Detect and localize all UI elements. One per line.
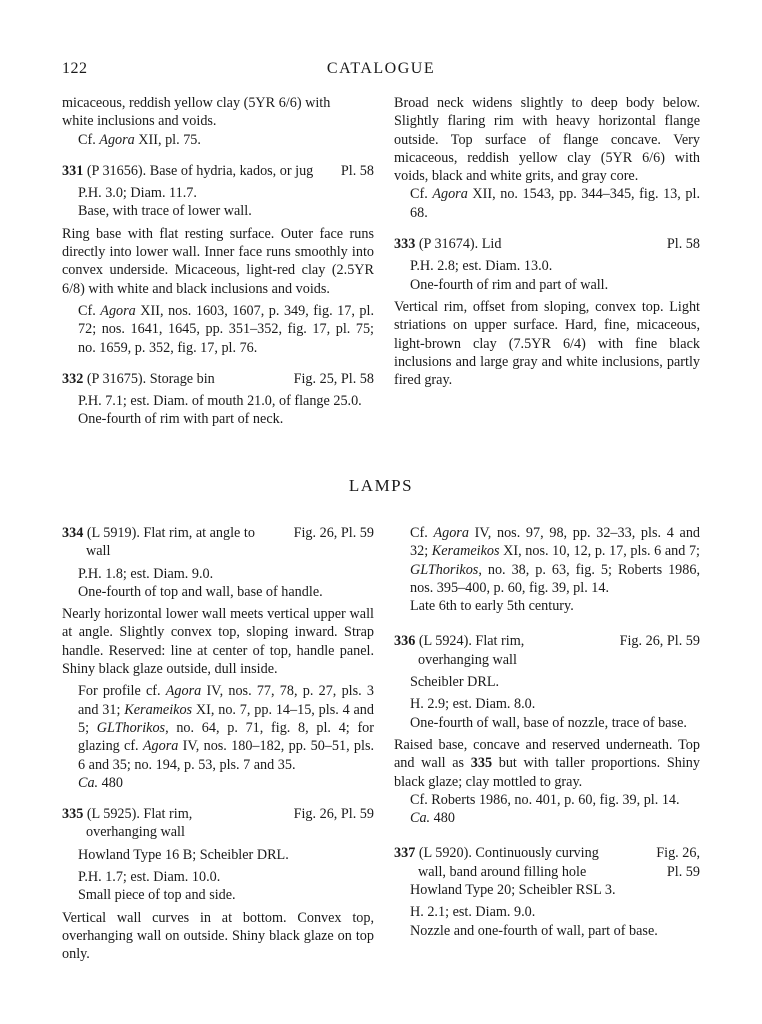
preservation: One-fourth of top and wall, base of handle.	[78, 583, 323, 600]
dimensions: H. 2.9; est. Diam. 8.0.	[410, 696, 536, 713]
column-top-right	[394, 94, 700, 389]
preservation: Small piece of top and side.	[78, 887, 236, 904]
catalogue-entry-335: 335 (L 5925). Flat rim, overhanging wall Fig. 26, Pl. 59	[62, 806, 374, 841]
description: Nearly horizontal lower wall meets vertical upper wall at angle. Slightly convex top, sloping inward. Strap handle. Reserved: line at center of top, handle panel. Shiny black glaze outside, dull inside.	[62, 606, 374, 678]
dimensions: P.H. 1.7; est. Diam. 10.0.	[78, 869, 221, 886]
preservation: One-fourth of rim with part of neck.	[78, 411, 284, 428]
dimensions: P.H. 7.1; est. Diam. of mouth 21.0, of flange 25.0.	[78, 393, 362, 410]
continuation-text: Broad neck widens slightly to deep body below. Slightly flaring rim with heavy horizontal flange outside. Top surface of flange concave. Very micaceous, reddish yellow clay (5YR 6/6) with voids, black and white grits, and gray core.	[394, 95, 700, 185]
dimensions: H. 2.1; est. Diam. 9.0.	[410, 904, 536, 921]
dimensions: P.H. 3.0; Diam. 11.7.	[78, 185, 197, 202]
comparanda: Cf. Agora IV, nos. 97, 98, pp. 32–33, pls. 4 and 32; Kerameikos XI, nos. 10, 12, p. 17, pls. 6 and 7; GLThorikos, no. 38, p. 63, fig. 5; Roberts 1986, nos. 395–400, p. 60, fig. 39, pl. 14.	[410, 525, 701, 596]
column-top-left	[62, 94, 374, 429]
column-bottom-left	[62, 524, 374, 964]
catalogue-entry-333: 333 (P 31674). Lid Pl. 58	[394, 236, 700, 253]
comparanda: Cf. Agora XII, nos. 1603, 1607, p. 349, fig. 17, pl. 72; nos. 1641, 1645, pp. 351–352, fig. 17, pl. 75; no. 1659, p. 352, fig. 17, pl. 76.	[78, 302, 375, 356]
dimensions: P.H. 1.8; est. Diam. 9.0.	[78, 565, 214, 582]
comparanda: Cf. Agora XII, pl. 75.	[78, 131, 201, 148]
preservation: Nozzle and one-fourth of wall, part of base.	[410, 922, 658, 939]
date: Ca. 480	[78, 774, 123, 791]
type-classification: Howland Type 20; Scheibler RSL 3.	[410, 882, 616, 899]
catalogue-entry-336: 336 (L 5924). Flat rim, overhanging wall Fig. 26, Pl. 59	[394, 633, 700, 668]
catalogue-entry-334: 334 (L 5919). Flat rim, at angle to wall Fig. 26, Pl. 59	[62, 525, 374, 560]
type-classification: Scheibler DRL.	[410, 674, 500, 691]
comparanda: Cf. Agora XII, no. 1543, pp. 344–345, fig. 13, pl. 68.	[410, 186, 700, 221]
plate-reference: Fig. 26, Pl. 59	[293, 806, 374, 823]
running-head: CATALOGUE	[326, 60, 436, 77]
comparanda: Cf. Roberts 1986, no. 401, p. 60, fig. 39, pl. 14.	[410, 791, 680, 808]
plate-reference: Fig. 26, Pl. 59	[293, 525, 374, 541]
column-bottom-right	[394, 524, 700, 940]
comparanda: For profile cf. Agora IV, nos. 77, 78, p. 27, pls. 3 and 31; Kerameikos XI, no. 7, pp. 14–15, pls. 4 and 5; GLThorikos, no. 64, p. 71, fig. 8, pl. 4; for glazing cf. Agora IV, nos. 180–182, pp. 50–51, pls. 6 and 35; no. 194, p. 53, pls. 7 and 35.	[78, 683, 375, 773]
description: Vertical wall curves in at bottom. Convex top, overhanging wall on outside. Shiny black glaze on top only.	[62, 909, 374, 963]
section-title: LAMPS	[348, 476, 414, 495]
description: Raised base, concave and reserved underneath. Top and wall as 335 but with taller proportions. Shiny black glaze; clay mottled to gray.	[394, 736, 700, 790]
continuation-text: micaceous, reddish yellow clay (5YR 6/6) with white inclusions and voids.	[62, 95, 331, 130]
dimensions: P.H. 2.8; est. Diam. 13.0.	[410, 258, 553, 275]
catalogue-entry-331: 331 (P 31656). Base of hydria, kados, or jug Pl. 58	[62, 162, 374, 179]
plate-reference: Pl. 58	[340, 162, 374, 179]
catalogue-entry-332: 332 (P 31675). Storage bin Fig. 25, Pl. 58	[62, 370, 374, 387]
date: Ca. 480	[410, 810, 455, 827]
plate-reference: Fig. 26, Pl. 59	[619, 633, 700, 650]
catalogue-entry-337: 337 (L 5920). Continuously curving wall, band around filling hole Fig. 26, Pl. 59	[394, 845, 700, 880]
preservation: One-fourth of rim and part of wall.	[410, 276, 609, 293]
date: Late 6th to early 5th century.	[410, 598, 574, 615]
preservation: Base, with trace of lower wall.	[78, 203, 252, 220]
type-classification: Howland Type 16 B; Scheibler DRL.	[78, 846, 289, 863]
plate-reference: Fig. 25, Pl. 58	[293, 370, 374, 387]
plate-reference: Pl. 58	[666, 236, 700, 253]
description: Ring base with flat resting surface. Outer face runs directly into lower wall. Inner face runs smoothly into convex underside. Micaceous, light-red clay (2.5YR 6/8) with white and black inclusions and voids.	[62, 225, 374, 297]
plate-reference: Fig. 26, Pl. 59	[656, 845, 700, 880]
page-number: 122	[62, 60, 88, 77]
description: Vertical rim, offset from sloping, convex top. Light striations on upper surface. Hard, fine, micaceous, light-brown clay (7.5YR 6/4) with fine black inclusions and large gray and white inclusions, partly fired gray.	[394, 298, 700, 389]
preservation: One-fourth of wall, base of nozzle, trace of base.	[410, 714, 687, 731]
